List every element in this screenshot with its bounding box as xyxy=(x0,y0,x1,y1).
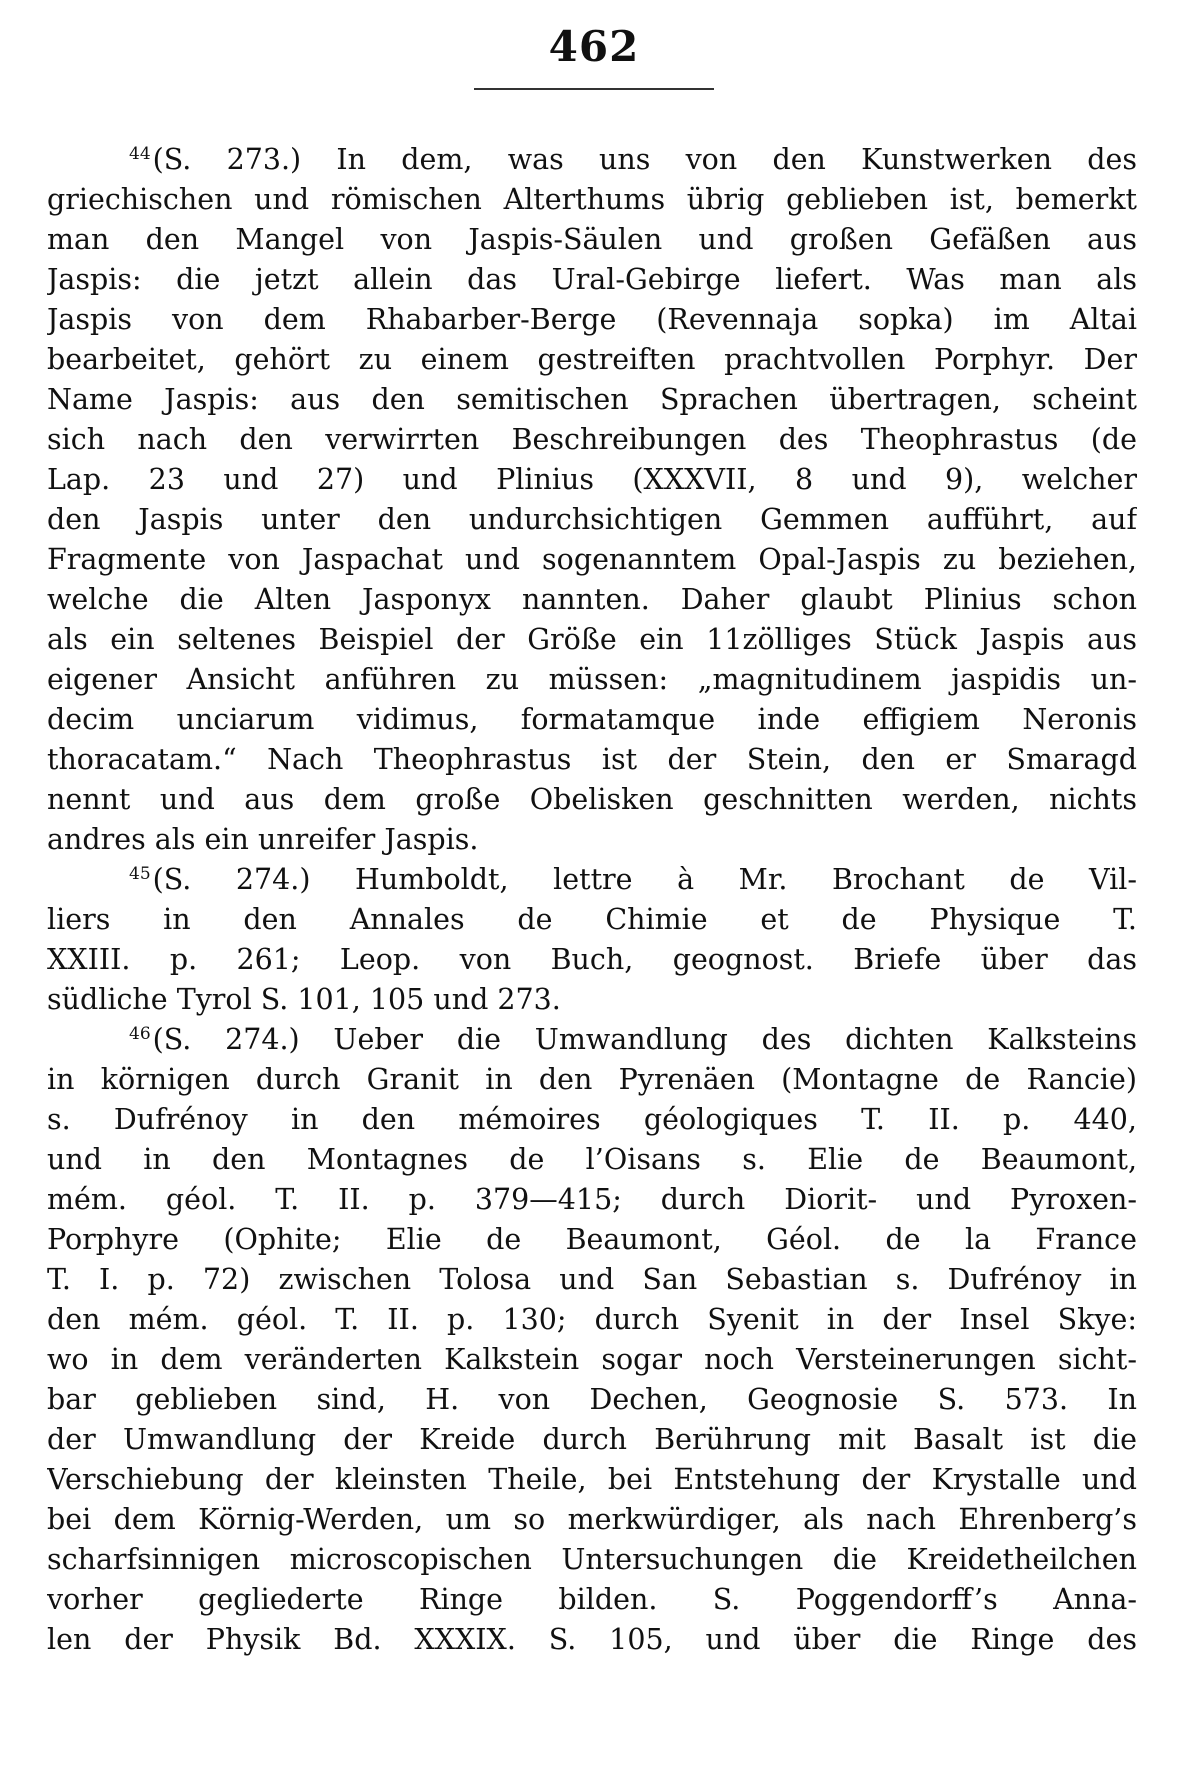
page-number: 462 xyxy=(548,22,640,71)
footnote-line: bei dem Körnig-Werden, um so merkwürdiger, als nach Ehrenberg’s xyxy=(47,1503,1137,1536)
footnote-44 xyxy=(47,140,1137,860)
footnote-line: wo in dem veränderten Kalkstein sogar noch Versteinerungen sicht- xyxy=(47,1343,1137,1376)
footnote-line: andres als ein unreifer Jaspis. xyxy=(47,823,479,856)
footnote-line: $^{45}$(S. 274.) Humboldt, lettre à Mr. Brochant de Vil- xyxy=(129,863,1137,896)
footnote-line: der Umwandlung der Kreide durch Berührung mit Basalt ist die xyxy=(47,1423,1137,1456)
footnote-line: decim unciarum vidimus, formatamque inde effigiem Neronis xyxy=(47,703,1137,736)
footnote-line: Name Jaspis: aus den semitischen Sprachen übertragen, scheint xyxy=(47,383,1137,416)
footnote-line: sich nach den verwirrten Beschreibungen des Theophrastus (de xyxy=(47,423,1137,456)
footnote-line: $^{46}$(S. 274.) Ueber die Umwandlung des dichten Kalksteins xyxy=(129,1023,1137,1056)
footnote-number: 45 xyxy=(129,863,151,884)
footnote-line: Lap. 23 und 27) und Plinius (XXXVII, 8 und 9), welcher xyxy=(47,463,1137,496)
footnote-line: in körnigen durch Granit in den Pyrenäen (Montagne de Rancie) xyxy=(47,1063,1137,1096)
footnote-line: bar geblieben sind, H. von Dechen, Geognosie S. 573. In xyxy=(47,1383,1137,1416)
footnote-line: Verschiebung der kleinsten Theile, bei Entstehung der Krystalle und xyxy=(47,1463,1137,1496)
footnote-line: thoracatam.“ Nach Theophrastus ist der Stein, den er Smaragd xyxy=(47,743,1137,776)
footnote-line: Fragmente von Jaspachat und sogenanntem Opal-Jaspis zu beziehen, xyxy=(47,543,1137,576)
footnote-line: scharfsinnigen microscopischen Untersuchungen die Kreidetheilchen xyxy=(47,1543,1137,1576)
footnote-45 xyxy=(47,860,1137,1020)
footnote-line: welche die Alten Jasponyx nannten. Daher glaubt Plinius schon xyxy=(47,583,1137,616)
footnote-line: den mém. géol. T. II. p. 130; durch Syenit in der Insel Skye: xyxy=(47,1303,1137,1336)
footnote-line: den Jaspis unter den undurchsichtigen Gemmen aufführt, auf xyxy=(47,503,1137,536)
footnote-line: eigener Ansicht anführen zu müssen: „magnitudinem jaspidis un- xyxy=(47,663,1137,696)
footnote-line: T. I. p. 72) zwischen Tolosa und San Sebastian s. Dufrénoy in xyxy=(47,1263,1137,1296)
footnote-line: len der Physik Bd. XXXIX. S. 105, und über die Ringe des xyxy=(47,1623,1137,1656)
footnote-line: als ein seltenes Beispiel der Größe ein 11zölliges Stück Jaspis aus xyxy=(47,623,1137,656)
footnote-line: Porphyre (Ophite; Elie de Beaumont, Géol. de la France xyxy=(47,1223,1137,1256)
footnote-line: $^{44}$(S. 273.) In dem, was uns von den Kunstwerken des xyxy=(129,143,1137,176)
footnote-line: Jaspis: die jetzt allein das Ural-Gebirge liefert. Was man als xyxy=(47,263,1137,296)
footnote-line: XXIII. p. 261; Leop. von Buch, geognost. Briefe über das xyxy=(47,943,1137,976)
footnote-line: mém. géol. T. II. p. 379—415; durch Diorit- und Pyroxen- xyxy=(47,1183,1137,1216)
footnote-line: bearbeitet, gehört zu einem gestreiften prachtvollen Porphyr. Der xyxy=(47,343,1137,376)
footnote-number: 46 xyxy=(129,1023,151,1044)
footnote-line: man den Mangel von Jaspis-Säulen und großen Gefäßen aus xyxy=(47,223,1137,256)
footnote-line: griechischen und römischen Alterthums übrig geblieben ist, bemerkt xyxy=(47,183,1137,216)
footnote-number: 44 xyxy=(129,143,151,164)
footnote-line: Jaspis von dem Rhabarber-Berge (Revennaja sopka) im Altai xyxy=(47,303,1137,336)
footnote-line: liers in den Annales de Chimie et de Physique T. xyxy=(47,903,1137,936)
footnote-line: südliche Tyrol S. 101, 105 und 273. xyxy=(47,983,561,1016)
footnote-line: und in den Montagnes de l’Oisans s. Elie de Beaumont, xyxy=(47,1143,1137,1176)
footnote-line: nennt und aus dem große Obelisken geschnitten werden, nichts xyxy=(47,783,1137,816)
footnote-46 xyxy=(47,1020,1137,1660)
footnote-line: s. Dufrénoy in den mémoires géologiques T. II. p. 440, xyxy=(47,1103,1137,1136)
header-rule xyxy=(474,88,714,90)
footnotes-body xyxy=(47,140,1137,1660)
footnote-line: vorher gegliederte Ringe bilden. S. Poggendorff’s Anna- xyxy=(47,1583,1137,1616)
